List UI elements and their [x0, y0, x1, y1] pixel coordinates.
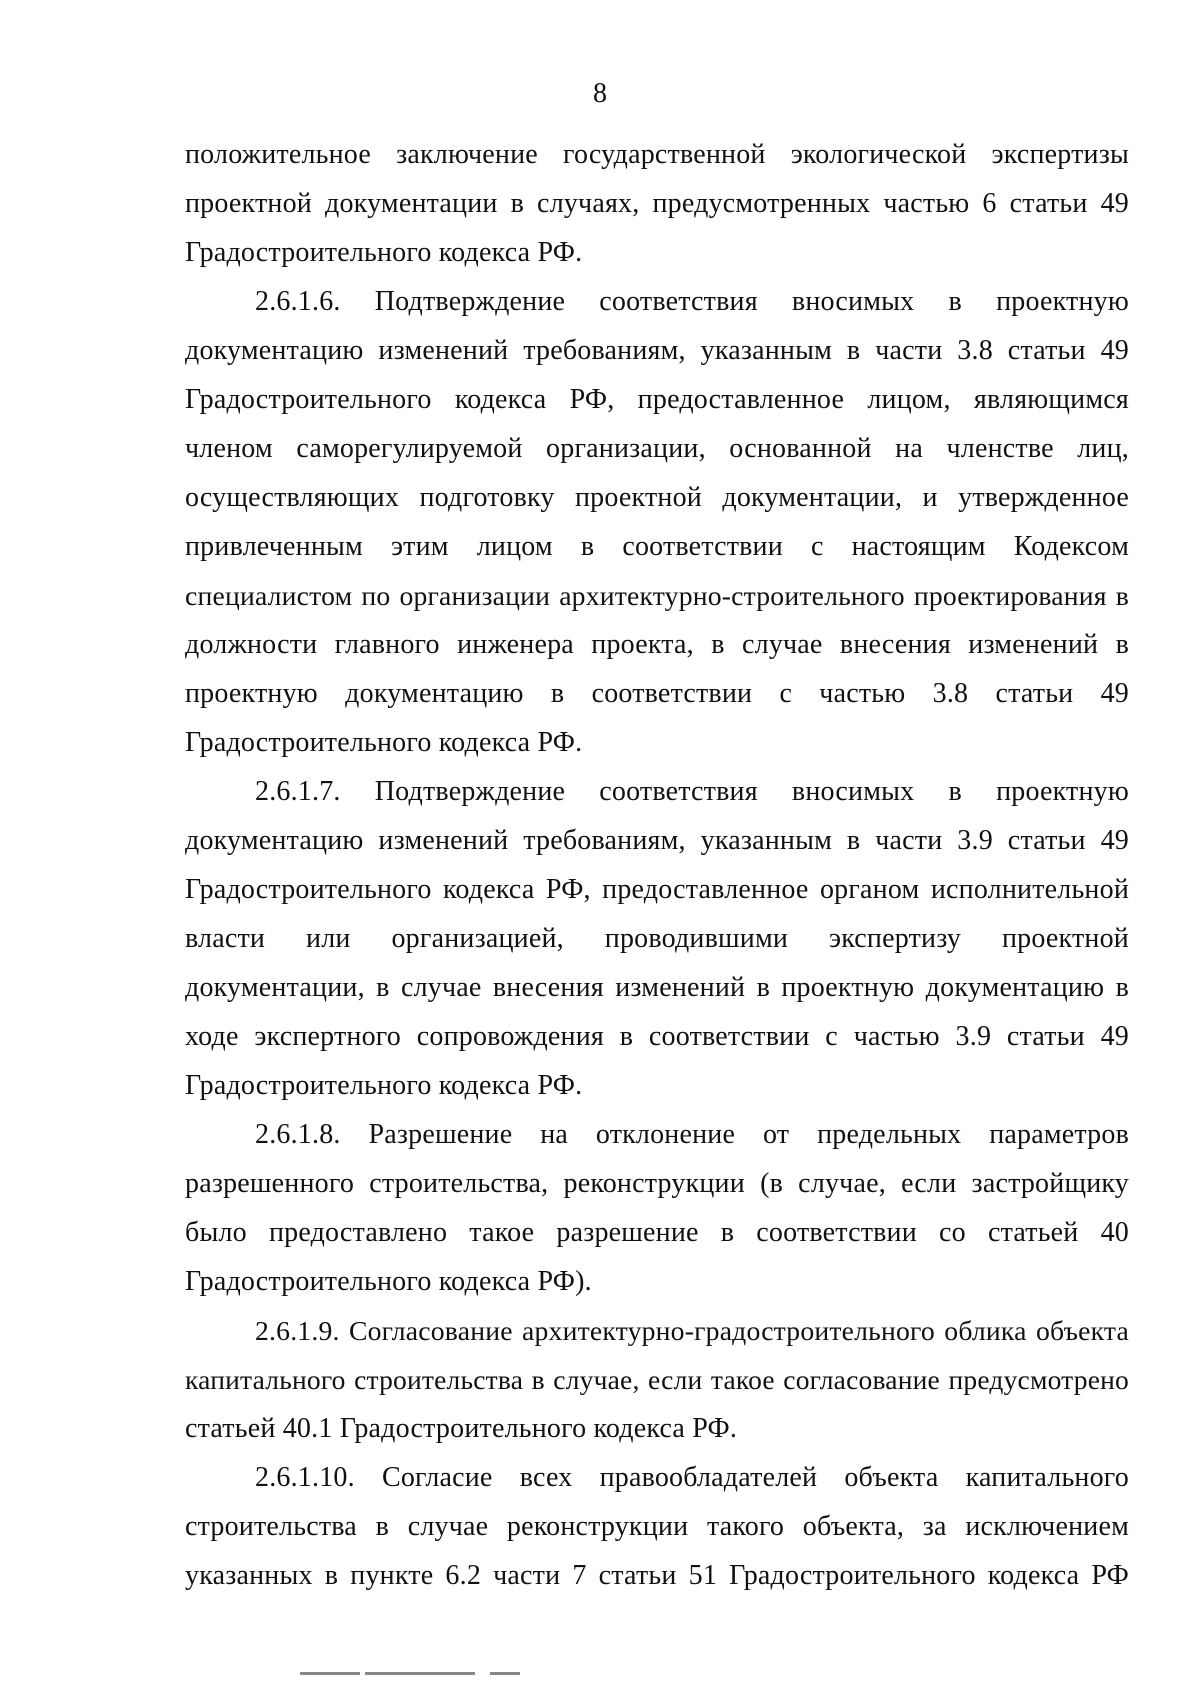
- scan-artifact: [365, 1672, 475, 1675]
- paragraph-2-6-1-7-start: 2.6.1.7. Подтверждение соответствия вносимых в проектную: [255, 776, 1129, 807]
- scan-artifact: [300, 1672, 360, 1675]
- text-line: проектную документацию в соответствии с частью 3.8 статьи 49: [185, 678, 1129, 709]
- text-line: документации, в случае внесения изменений в проектную документацию в: [185, 972, 1129, 1003]
- scan-artifact: [490, 1672, 520, 1675]
- text-line: проектной документации в случаях, предусмотренных частью 6 статьи 49: [185, 188, 1129, 219]
- text-line: ходе экспертного сопровождения в соответствии с частью 3.9 статьи 49: [185, 1021, 1129, 1052]
- document-body: [185, 130, 1129, 1600]
- paragraph-2-6-1-8-start: 2.6.1.8. Разрешение на отклонение от предельных параметров: [255, 1119, 1129, 1150]
- text-line: осуществляющих подготовку проектной документации, и утвержденное: [185, 482, 1129, 513]
- paragraph-2-6-1-6-start: 2.6.1.6. Подтверждение соответствия вносимых в проектную: [255, 286, 1129, 317]
- text-line: было предоставлено такое разрешение в соответствии со статьей 40: [185, 1217, 1129, 1248]
- text-line: Градостроительного кодекса РФ.: [185, 237, 583, 268]
- text-line: строительства в случае реконструкции такого объекта, за исключением: [185, 1511, 1129, 1542]
- text-line: указанных в пункте 6.2 части 7 статьи 51 Градостроительного кодекса РФ: [185, 1560, 1129, 1591]
- text-line: статьей 40.1 Градостроительного кодекса РФ.: [185, 1413, 738, 1444]
- paragraph-2-6-1-10-start: 2.6.1.10. Согласие всех правообладателей объекта капитального: [255, 1462, 1129, 1493]
- text-line: Градостроительного кодекса РФ.: [185, 727, 583, 758]
- text-line: власти или организацией, проводившими экспертизу проектной: [185, 923, 1129, 954]
- text-line: Градостроительного кодекса РФ).: [185, 1266, 592, 1297]
- page-number: 8: [593, 78, 607, 109]
- paragraph-2-6-1-9-start: 2.6.1.9. Согласование архитектурно-градостроительного облика объекта: [255, 1315, 1129, 1346]
- text-line: привлеченным этим лицом в соответствии с настоящим Кодексом: [185, 531, 1129, 562]
- text-line: разрешенного строительства, реконструкции (в случае, если застройщику: [185, 1168, 1129, 1199]
- text-line: документацию изменений требованиям, указанным в части 3.8 статьи 49: [185, 335, 1129, 366]
- text-line: специалистом по организации архитектурно-строительного проектирования в: [185, 580, 1129, 611]
- text-line: Градостроительного кодекса РФ, предоставленное органом исполнительной: [185, 874, 1129, 905]
- text-line: документацию изменений требованиям, указанным в части 3.9 статьи 49: [185, 825, 1129, 856]
- text-line: положительное заключение государственной экологической экспертизы: [185, 139, 1129, 170]
- text-line: членом саморегулируемой организации, основанной на членстве лиц,: [185, 433, 1129, 464]
- text-line: капитального строительства в случае, если такое согласование предусмотрено: [185, 1364, 1129, 1395]
- text-line: Градостроительного кодекса РФ.: [185, 1070, 583, 1101]
- text-line: Градостроительного кодекса РФ, предоставленное лицом, являющимся: [185, 384, 1129, 415]
- text-line: должности главного инженера проекта, в случае внесения изменений в: [185, 629, 1129, 660]
